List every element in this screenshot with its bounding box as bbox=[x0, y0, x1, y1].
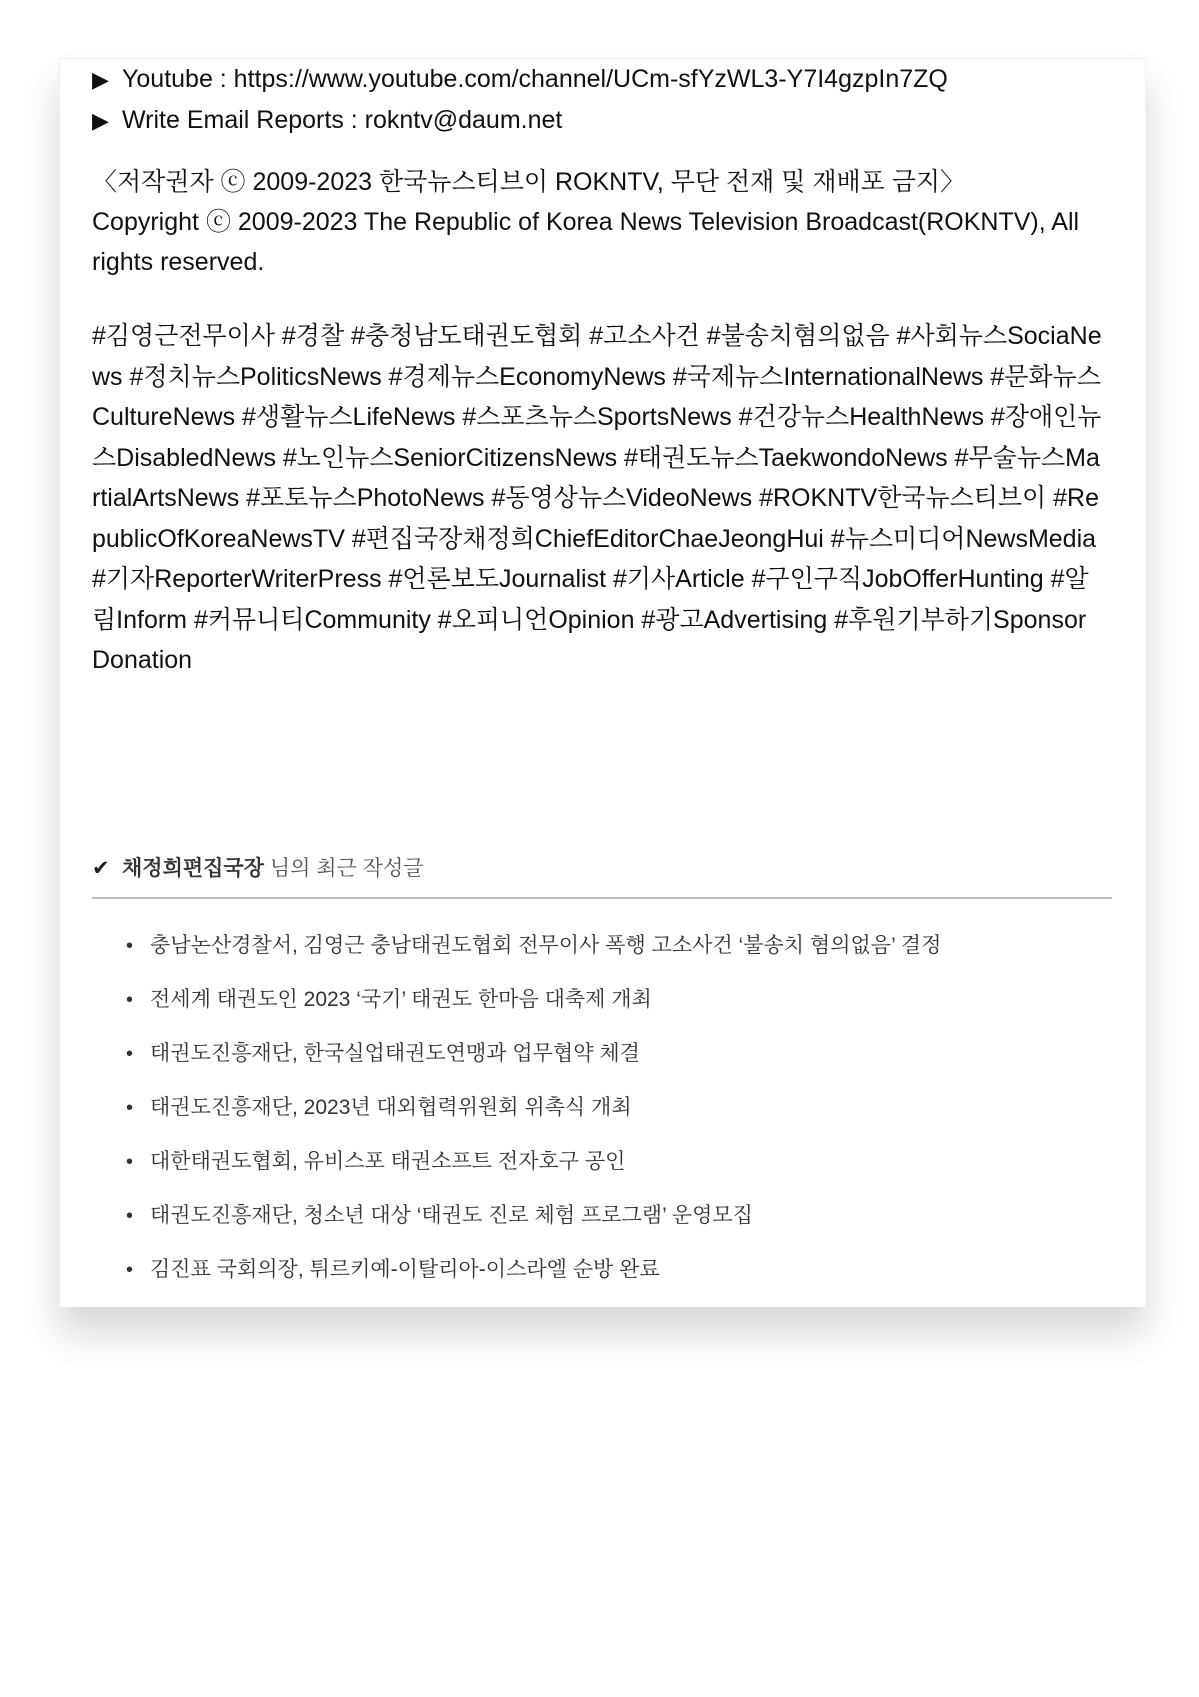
youtube-line bbox=[92, 59, 1102, 100]
check-icon: ✔ bbox=[92, 857, 110, 880]
youtube-link[interactable]: Youtube : https://www.youtube.com/channel/UCm-sfYzWL3-Y7I4gzpIn7ZQ bbox=[122, 65, 948, 93]
arrow-right-icon: ▶ bbox=[92, 67, 109, 92]
post-link[interactable]: 김진표 국회의장, 튀르키예-이탈리아-이스라엘 순방 완료 bbox=[150, 1258, 660, 1281]
list-item[interactable] bbox=[126, 1243, 1112, 1297]
email-line bbox=[92, 100, 1102, 141]
post-link[interactable]: 전세계 태권도인 2023 ‘국기’ 태권도 한마음 대축제 개최 bbox=[150, 988, 652, 1011]
article-card bbox=[59, 58, 1146, 1307]
list-item[interactable] bbox=[126, 1027, 1112, 1081]
list-item[interactable] bbox=[126, 1189, 1112, 1243]
list-item[interactable] bbox=[126, 1135, 1112, 1189]
copyright-korean: 〈저작권자 ⓒ 2009-2023 한국뉴스티브이 ROKNTV, 무단 전재 및 재배포 금지〉 bbox=[92, 168, 966, 196]
copyright-english: Copyright ⓒ 2009-2023 The Republic of Korea News Television Broadcast(ROKNTV), All rights reserved. bbox=[92, 208, 1080, 276]
list-item[interactable] bbox=[126, 1081, 1112, 1135]
author-name[interactable]: 채정희편집국장 bbox=[122, 857, 265, 880]
post-link[interactable]: 태권도진흥재단, 청소년 대상 ‘태권도 진로 체험 프로그램’ 운영모집 bbox=[150, 1204, 753, 1227]
email-link[interactable]: Write Email Reports : rokntv@daum.net bbox=[122, 106, 563, 134]
bullet-icon: • bbox=[126, 1205, 134, 1227]
hashtags[interactable]: #김영근전무이사 #경찰 #충청남도태권도협회 #고소사건 #불송치혐의없음 #사회뉴스SociaNews #정치뉴스PoliticsNews #경제뉴스EconomyNews #국제뉴스InternationalNews #문화뉴스CultureNews #생활뉴스LifeNews #스포츠뉴스SportsNews #건강뉴스HealthNews #장애인뉴스DisabledNews #노인뉴스SeniorCitizensNews #태권도뉴스TaekwondoNews #무술뉴스MartialArtsNews #포토뉴스PhotoNews #동영상뉴스VideoNews #ROKNTV한국뉴스티브이 #RepublicOfKoreaNewsTV #편집국장채정희ChiefEditorChaeJeongHui #뉴스미디어NewsMedia #기자ReporterWriterPress #언론보도Journalist #기사Article #구인구직JobOfferHunting #알림Inform #커뮤니티Community #오피니언Opinion #광고Advertising #후원기부하기SponsorDonation bbox=[92, 322, 1102, 674]
bullet-icon: • bbox=[126, 935, 134, 957]
recent-posts-suffix: 님의 최근 작성글 bbox=[264, 857, 424, 880]
bullet-icon: • bbox=[126, 1259, 134, 1281]
arrow-right-icon: ▶ bbox=[92, 108, 109, 133]
post-link[interactable]: 태권도진흥재단, 한국실업태권도연맹과 업무협약 체결 bbox=[150, 1042, 640, 1065]
bullet-icon: • bbox=[126, 989, 134, 1011]
list-item[interactable] bbox=[126, 919, 1112, 973]
article-body bbox=[92, 59, 1102, 681]
bullet-icon: • bbox=[126, 1097, 134, 1119]
post-link[interactable]: 대한태권도협회, 유비스포 태권소프트 전자호구 공인 bbox=[150, 1150, 626, 1173]
post-link[interactable]: 충남논산경찰서, 김영근 충남태권도협회 전무이사 폭행 고소사건 ‘불송치 혐의없음’ 결정 bbox=[150, 934, 942, 957]
post-link[interactable]: 태권도진흥재단, 2023년 대외협력위원회 위촉식 개최 bbox=[150, 1096, 632, 1119]
recent-posts-section bbox=[92, 852, 1112, 1297]
copyright-block bbox=[92, 162, 1102, 282]
bullet-icon: • bbox=[126, 1151, 134, 1173]
recent-posts-list bbox=[92, 919, 1112, 1297]
recent-posts-title bbox=[92, 852, 1112, 899]
list-item[interactable] bbox=[126, 973, 1112, 1027]
contact-block bbox=[92, 59, 1102, 141]
bullet-icon: • bbox=[126, 1043, 134, 1065]
